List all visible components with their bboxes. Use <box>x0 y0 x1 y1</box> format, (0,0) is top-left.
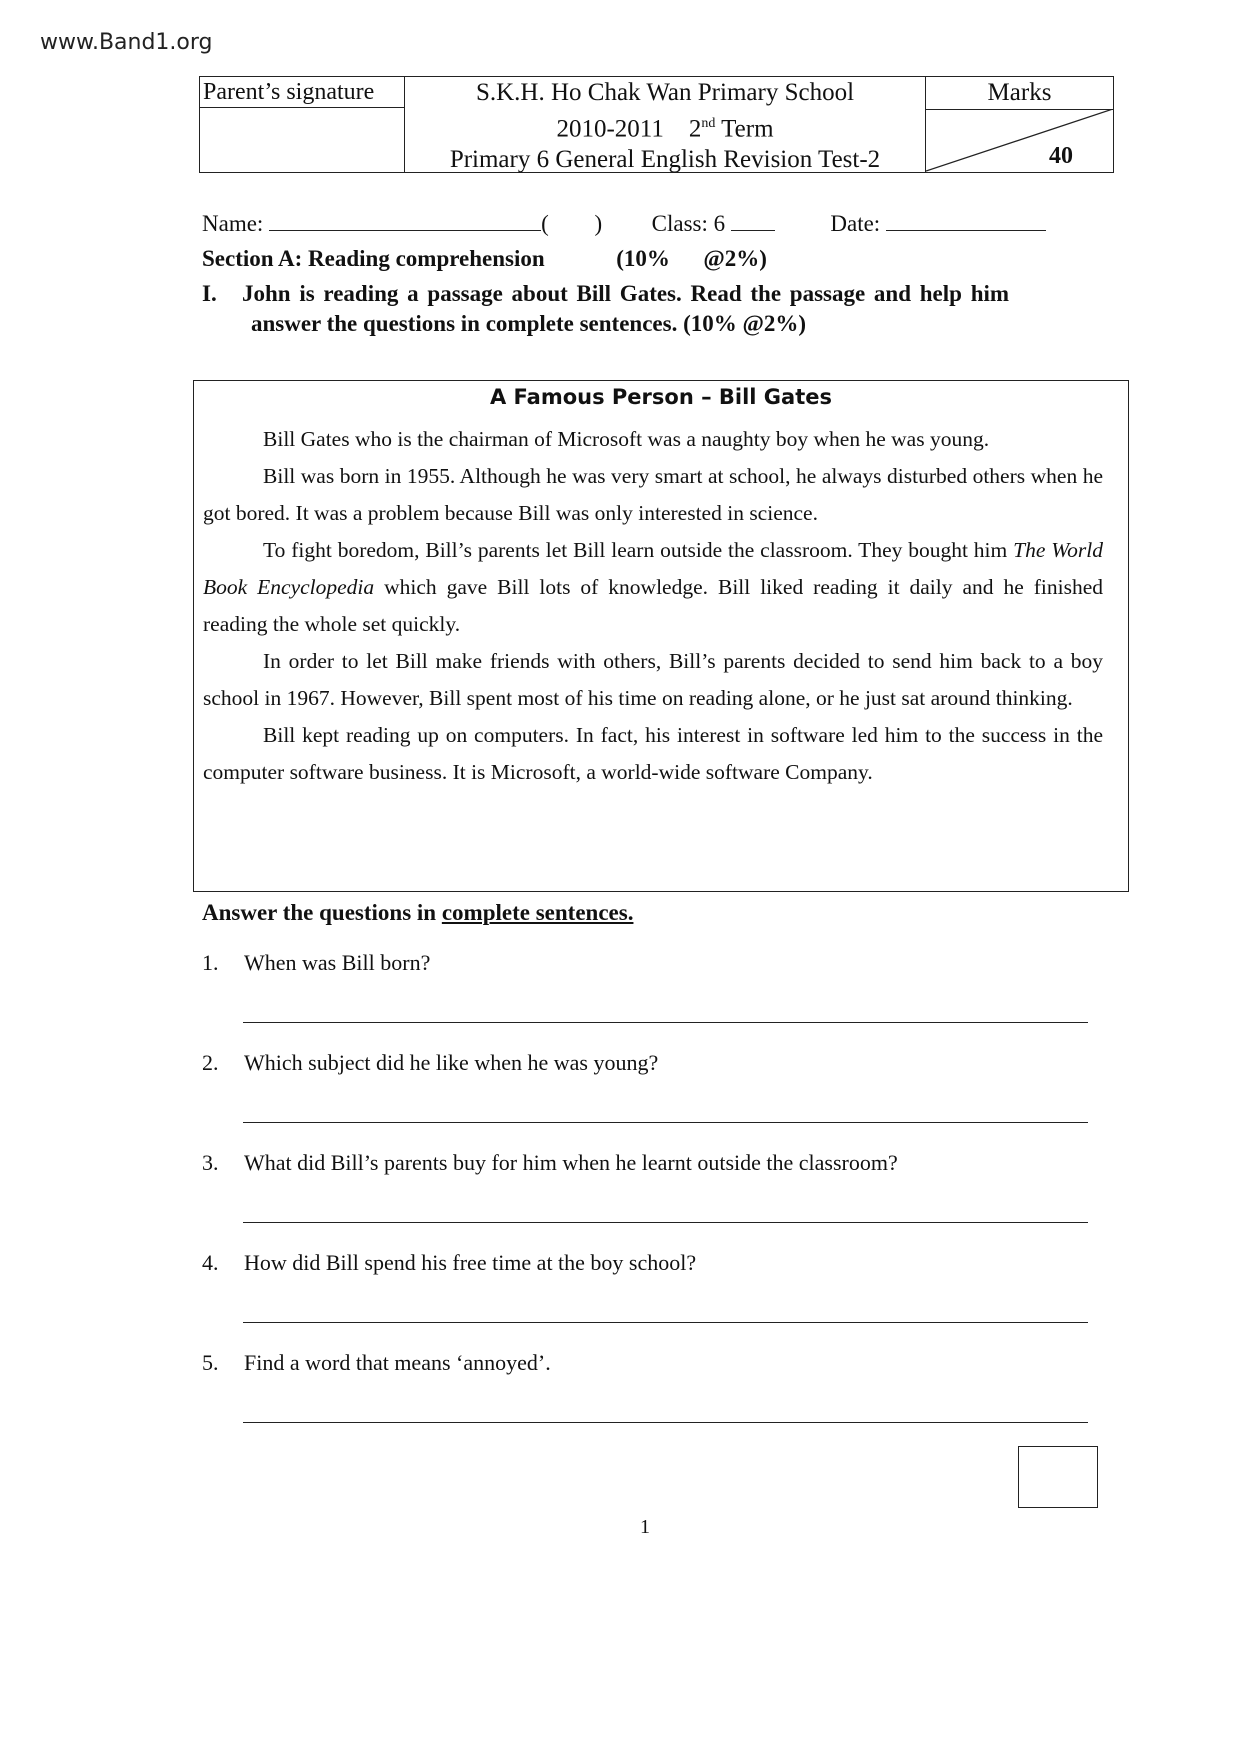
school-name: S.K.H. Ho Chak Wan Primary School <box>475 79 855 106</box>
instruction: I. John is reading a passage about Bill Gates. Read the passage and help him <box>202 281 1010 306</box>
marks-total: 40 <box>1049 143 1073 169</box>
parent-signature-label: Parent’s signature <box>200 77 404 108</box>
score-box[interactable] <box>1018 1446 1098 1508</box>
passage-paragraph: In order to let Bill make friends with others, Bill’s parents decided to send him back to a boy school in 1967. However, Bill spent most of his time on reading alone, or he just sat around thinking. <box>203 649 1103 710</box>
date-field[interactable] <box>886 210 1046 231</box>
page-number: 1 <box>640 1516 650 1538</box>
passage-box <box>193 380 1129 892</box>
parent-signature-cell <box>200 77 405 172</box>
class-field[interactable] <box>731 210 775 231</box>
passage-paragraph: Bill Gates who is the chairman of Microsoft was a naughty boy when he was young. <box>263 427 990 451</box>
section-title: Section A: Reading comprehension (10% @2%) <box>202 246 767 271</box>
question-2: 2. Which subject did he like when he was young? <box>202 1050 659 1075</box>
question-4: 4. How did Bill spend his free time at the boy school? <box>202 1250 697 1275</box>
class-label: Class: 6 <box>651 211 726 236</box>
school-info-cell <box>405 77 926 172</box>
student-info-row: Name: ( ) Class: 6 Date: <box>202 210 1046 237</box>
test-title: Primary 6 General English Revision Test-2 <box>449 146 881 174</box>
passage-paragraph: Bill was born in 1955. Although he was very smart at school, he always disturbed others when he got bored. It was a problem because Bill was only interested in science. <box>203 464 1103 525</box>
answer-line-1[interactable] <box>243 1022 1088 1023</box>
name-field[interactable] <box>269 210 541 231</box>
answer-line-3[interactable] <box>243 1222 1088 1223</box>
passage-title: A Famous Person – Bill Gates <box>489 385 832 409</box>
date-label: Date: <box>830 211 881 236</box>
question-5: 5. Find a word that means ‘annoyed’. <box>202 1350 551 1375</box>
marks-label: Marks <box>926 77 1113 110</box>
name-label: Name: <box>202 211 264 236</box>
book-title: The World Book Encyclopedia <box>203 538 1103 599</box>
marks-cell <box>926 77 1113 172</box>
class-number-field[interactable] <box>554 211 594 231</box>
instruction-line2: answer the questions in complete sentences. (10% @2%) <box>251 311 807 336</box>
passage-paragraph: Bill kept reading up on computers. In fact, his interest in software led him to the success in the computer software business. It is Microsoft, a world-wide software Company. <box>203 723 1103 784</box>
marks-diagonal-icon <box>926 109 1113 172</box>
answer-line-4[interactable] <box>243 1322 1088 1323</box>
school-term: 2010-2011 2nd Term <box>556 115 774 143</box>
header-table <box>199 76 1114 173</box>
passage-text <box>203 421 1103 791</box>
passage-paragraph: To fight boredom, Bill’s parents let Bill learn outside the classroom. They bought him The World Book Encyclopedia which gave Bill lots of knowledge. Bill liked reading it daily and he finished reading the whole set quickly. <box>203 538 1103 636</box>
answer-instruction: Answer the questions in complete sentences. <box>202 900 634 925</box>
question-1: 1. When was Bill born? <box>202 950 431 975</box>
question-3: 3. What did Bill’s parents buy for him when he learnt outside the classroom? <box>202 1150 898 1175</box>
watermark: www.Band1.org <box>40 30 213 55</box>
answer-line-2[interactable] <box>243 1122 1088 1123</box>
answer-line-5[interactable] <box>243 1422 1088 1423</box>
